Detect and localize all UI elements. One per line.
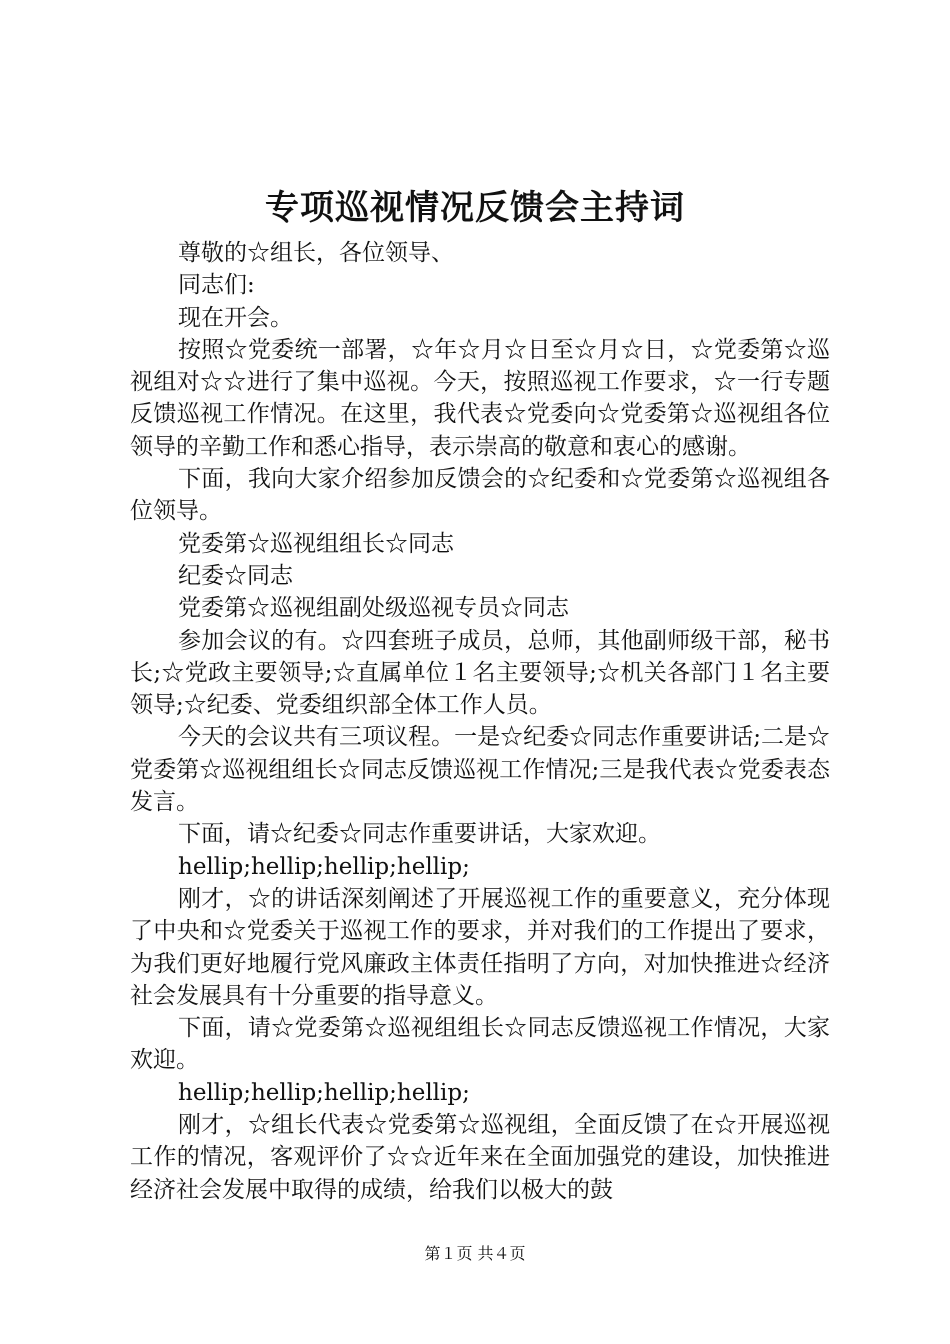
paragraph: 尊敬的☆组长，各位领导、 [178,240,454,266]
paragraph: 纪委☆同志 [178,562,293,589]
paragraph: hellip;hellip;hellip;hellip; [178,853,470,880]
page-footer: 第１页 共４页 [424,1244,526,1263]
paragraph: 刚才，☆的讲话深刻阐述了开展巡视工作的重要意义，充分体现了中央和☆党委关于巡视工作的要求，并对我们的工作提出了要求，为我们更好地履行党风廉政主体责任指明了方向，对加快推进☆经济社会发展具有十分重要的指导意义。 [130,885,830,1009]
document-title: 专项巡视情况反馈会主持词 [265,188,685,228]
paragraph: 今天的会议共有三项议程。一是☆纪委☆同志作重要讲话;二是☆党委第☆巡视组组长☆同志反馈巡视工作情况;三是我代表☆党委表态发言。 [130,724,830,816]
document-body [130,237,830,1206]
paragraph: 参加会议的有。☆四套班子成员，总师，其他副师级干部，秘书长;☆党政主要领导;☆直属单位１名主要领导;☆机关各部门１名主要领导;☆纪委、党委组织部全体工作人员。 [130,627,830,719]
paragraph: 下面，我向大家介绍参加反馈会的☆纪委和☆党委第☆巡视组各位领导。 [130,466,830,525]
paragraph: 现在开会。 [178,304,293,331]
paragraph: 刚才，☆组长代表☆党委第☆巡视组，全面反馈了在☆开展巡视工作的情况，客观评价了☆☆近年来在全面加强党的建设，加快推进经济社会发展中取得的成绩，给我们以极大的鼓 [130,1112,830,1203]
paragraph: hellip;hellip;hellip;hellip; [178,1079,470,1106]
paragraph: 按照☆党委统一部署，☆年☆月☆日至☆月☆日，☆党委第☆巡视组对☆☆进行了集中巡视。今天，按照巡视工作要求，☆一行专题反馈巡视工作情况。在这里，我代表☆党委向☆党委第☆巡视组各位领导的辛勤工作和悉心指导，表示崇高的敬意和衷心的感谢。 [130,336,830,460]
paragraph: 党委第☆巡视组组长☆同志 [178,530,454,557]
paragraph: 下面，请☆纪委☆同志作重要讲话，大家欢迎。 [178,821,661,848]
paragraph: 党委第☆巡视组副处级巡视专员☆同志 [178,595,569,622]
paragraph: 同志们: [178,272,255,299]
paragraph: 下面，请☆党委第☆巡视组组长☆同志反馈巡视工作情况，大家欢迎。 [130,1015,830,1074]
